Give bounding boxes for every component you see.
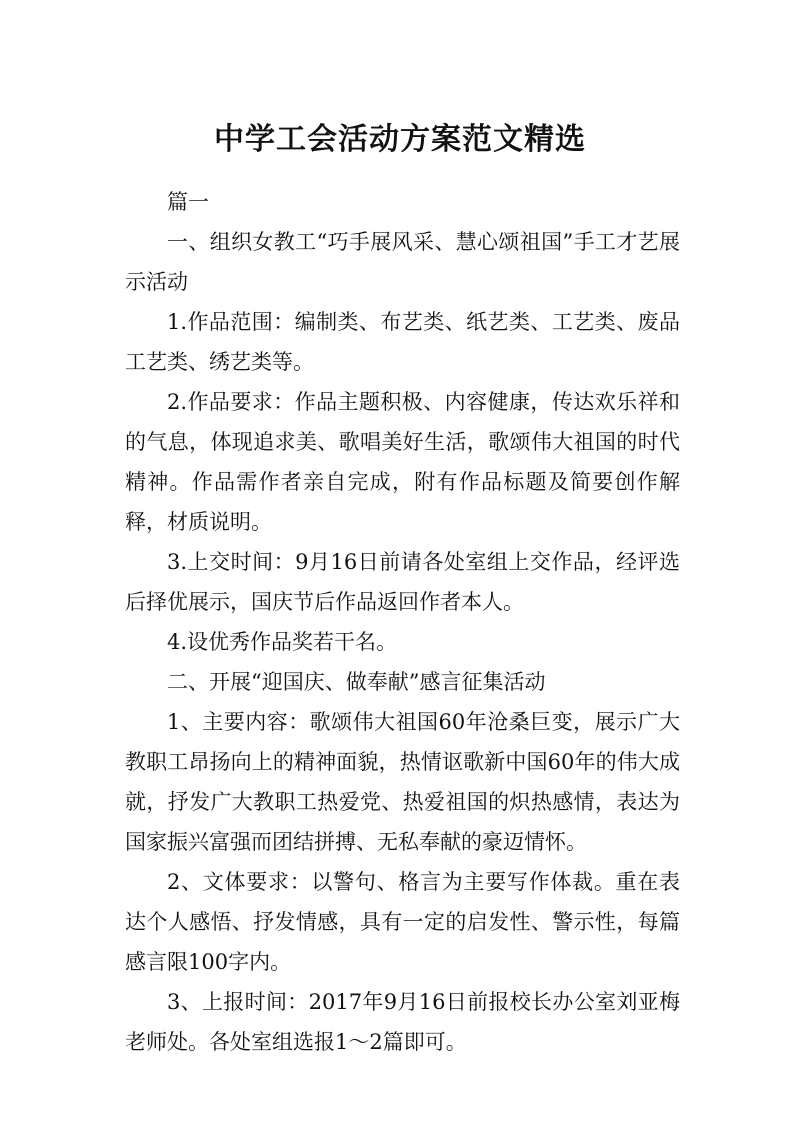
paragraph: 2.作品要求：作品主题积极、内容健康，传达欢乐祥和的气息，体现追求美、歌唱美好生活，歌颂伟大祖国的时代精神。作品需作者亲自完成，附有作品标题及简要创作解释，材质说明。 [125,390,680,534]
document-body [125,182,680,1062]
paragraph: 1.作品范围：编制类、布艺类、纸艺类、工艺类、废品工艺类、绣艺类等。 [125,310,680,374]
document-title: 中学工会活动方案范文精选 [214,122,586,158]
paragraph: 2、文体要求：以警句、格言为主要写作体裁。重在表达个人感悟、抒发情感，具有一定的启发性、警示性，每篇感言限100字内。 [125,870,680,974]
paragraph: 4.设优秀作品奖若干名。 [167,630,398,654]
paragraph: 3、上报时间：2017年9月16日前报校长办公室刘亚梅老师处。各处室组选报1～2篇即可。 [125,990,680,1054]
section-heading-2: 二、开展“迎国庆、做奉献”感言征集活动 [167,670,546,694]
section-heading-1: 一、组织女教工“巧手展风采、慧心颂祖国”手工才艺展示活动 [125,230,680,294]
paragraph: 1、主要内容：歌颂伟大祖国60年沧桑巨变，展示广大教职工昂扬向上的精神面貌，热情讴歌新中国60年的伟大成就，抒发广大教职工热爱党、热爱祖国的炽热感情，表达为国家振兴富强而团结拼搏、无私奉献的豪迈情怀。 [125,710,680,854]
section-label: 篇一 [167,190,209,214]
paragraph: 3.上交时间：9月16日前请各处室组上交作品，经评选后择优展示，国庆节后作品返回作者本人。 [125,550,680,614]
